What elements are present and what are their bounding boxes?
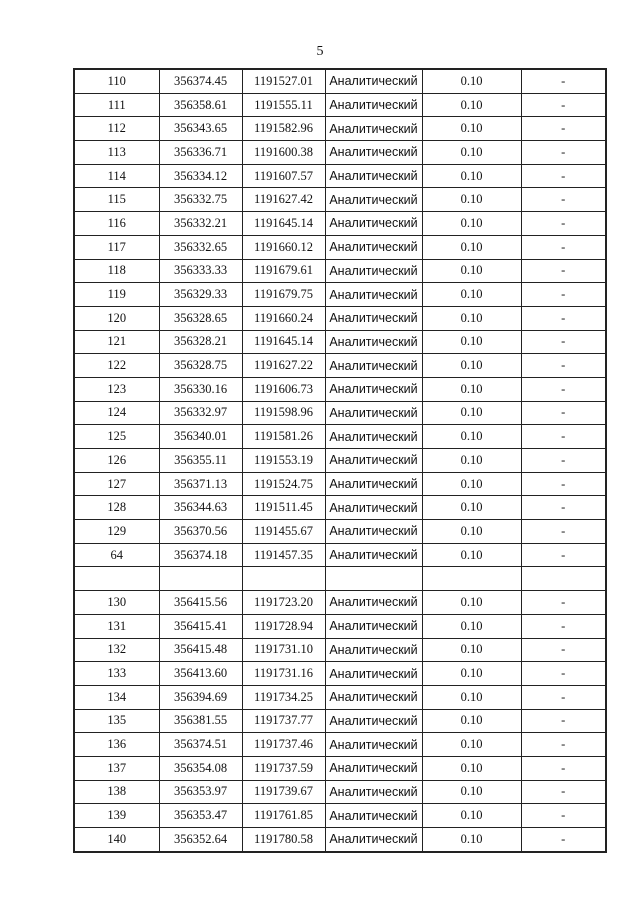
y-coordinate-cell: 1191660.12 [242,235,325,259]
accuracy-cell: 0.10 [422,543,521,567]
accuracy-cell: 0.10 [422,401,521,425]
y-coordinate-cell: 1191737.46 [242,733,325,757]
table-row [74,756,606,780]
y-coordinate-cell: 1191457.35 [242,543,325,567]
method-cell: Аналитический [325,212,422,236]
method-cell: Аналитический [325,756,422,780]
note-cell: - [521,283,606,307]
y-coordinate-cell: 1191606.73 [242,377,325,401]
method-cell: Аналитический [325,330,422,354]
x-coordinate-cell: 356334.12 [159,164,242,188]
accuracy-cell: 0.10 [422,638,521,662]
note-cell: - [521,828,606,852]
accuracy-cell: 0.10 [422,330,521,354]
accuracy-cell: 0.10 [422,591,521,615]
x-coordinate-cell: 356355.11 [159,449,242,473]
accuracy-cell: 0.10 [422,756,521,780]
note-cell: - [521,804,606,828]
x-coordinate-cell: 356328.21 [159,330,242,354]
x-coordinate-cell: 356344.63 [159,496,242,520]
method-cell: Аналитический [325,638,422,662]
coordinates-table [73,68,607,853]
y-coordinate-cell: 1191731.16 [242,662,325,686]
point-number-cell: 137 [74,756,159,780]
note-cell: - [521,188,606,212]
point-number-cell: 117 [74,235,159,259]
note-cell: - [521,685,606,709]
y-coordinate-cell: 1191455.67 [242,520,325,544]
method-cell: Аналитический [325,69,422,93]
x-coordinate-cell: 356381.55 [159,709,242,733]
note-cell: - [521,330,606,354]
x-coordinate-cell: 356340.01 [159,425,242,449]
x-coordinate-cell: 356343.65 [159,117,242,141]
point-number-cell: 118 [74,259,159,283]
accuracy-cell: 0.10 [422,709,521,733]
x-coordinate-cell: 356394.69 [159,685,242,709]
y-coordinate-cell: 1191679.61 [242,259,325,283]
table-row [74,212,606,236]
table-row [74,733,606,757]
y-coordinate-cell: 1191555.11 [242,93,325,117]
note-cell: - [521,212,606,236]
y-coordinate-cell: 1191600.38 [242,141,325,165]
point-number-cell: 140 [74,828,159,852]
accuracy-cell: 0.10 [422,117,521,141]
method-cell: Аналитический [325,354,422,378]
x-coordinate-cell: 356353.97 [159,780,242,804]
y-coordinate-cell: 1191761.85 [242,804,325,828]
point-number-cell: 119 [74,283,159,307]
method-cell: Аналитический [325,709,422,733]
x-coordinate-cell: 356333.33 [159,259,242,283]
note-cell: - [521,614,606,638]
method-cell: Аналитический [325,283,422,307]
accuracy-cell: 0.10 [422,614,521,638]
method-cell: Аналитический [325,425,422,449]
accuracy-cell: 0.10 [422,780,521,804]
accuracy-cell: 0.10 [422,164,521,188]
accuracy-cell: 0.10 [422,662,521,686]
x-coordinate-cell: 356415.48 [159,638,242,662]
method-cell: Аналитический [325,685,422,709]
y-coordinate-cell: 1191723.20 [242,591,325,615]
table-row [74,117,606,141]
point-number-cell: 123 [74,377,159,401]
x-coordinate-cell: 356358.61 [159,93,242,117]
table-row [74,283,606,307]
point-number-cell: 121 [74,330,159,354]
note-cell: - [521,377,606,401]
table-row [74,93,606,117]
point-number-cell: 133 [74,662,159,686]
table-row [74,567,606,591]
x-coordinate-cell: 356332.21 [159,212,242,236]
table-row [74,662,606,686]
point-number-cell: 125 [74,425,159,449]
point-number-cell: 136 [74,733,159,757]
point-number-cell: 127 [74,472,159,496]
method-cell: Аналитический [325,306,422,330]
point-number-cell: 110 [74,69,159,93]
method-cell: Аналитический [325,828,422,852]
note-cell: - [521,543,606,567]
method-cell: Аналитический [325,235,422,259]
accuracy-cell: 0.10 [422,804,521,828]
table-row [74,804,606,828]
table-row [74,638,606,662]
method-cell: Аналитический [325,733,422,757]
x-coordinate-cell: 356328.65 [159,306,242,330]
method-cell: Аналитический [325,449,422,473]
y-coordinate-cell: 1191737.77 [242,709,325,733]
point-number-cell: 114 [74,164,159,188]
accuracy-cell [422,567,521,591]
table-row [74,188,606,212]
method-cell: Аналитический [325,259,422,283]
y-coordinate-cell: 1191582.96 [242,117,325,141]
point-number-cell: 139 [74,804,159,828]
point-number-cell: 115 [74,188,159,212]
accuracy-cell: 0.10 [422,306,521,330]
y-coordinate-cell: 1191527.01 [242,69,325,93]
x-coordinate-cell: 356352.64 [159,828,242,852]
method-cell: Аналитический [325,472,422,496]
point-number-cell: 124 [74,401,159,425]
y-coordinate-cell: 1191731.10 [242,638,325,662]
table-row [74,828,606,852]
method-cell: Аналитический [325,117,422,141]
y-coordinate-cell: 1191645.14 [242,330,325,354]
x-coordinate-cell: 356415.56 [159,591,242,615]
note-cell: - [521,780,606,804]
note-cell: - [521,496,606,520]
accuracy-cell: 0.10 [422,733,521,757]
x-coordinate-cell: 356332.65 [159,235,242,259]
table-row [74,259,606,283]
note-cell: - [521,93,606,117]
table-row [74,496,606,520]
accuracy-cell: 0.10 [422,259,521,283]
x-coordinate-cell: 356328.75 [159,354,242,378]
table-row [74,306,606,330]
accuracy-cell: 0.10 [422,449,521,473]
y-coordinate-cell: 1191553.19 [242,449,325,473]
method-cell: Аналитический [325,141,422,165]
table-row [74,449,606,473]
note-cell: - [521,401,606,425]
point-number-cell: 135 [74,709,159,733]
table-row [74,330,606,354]
x-coordinate-cell: 356374.45 [159,69,242,93]
method-cell: Аналитический [325,93,422,117]
note-cell: - [521,354,606,378]
table-row [74,141,606,165]
y-coordinate-cell: 1191739.67 [242,780,325,804]
method-cell: Аналитический [325,804,422,828]
note-cell: - [521,425,606,449]
accuracy-cell: 0.10 [422,685,521,709]
y-coordinate-cell: 1191598.96 [242,401,325,425]
note-cell: - [521,662,606,686]
accuracy-cell: 0.10 [422,141,521,165]
point-number-cell: 134 [74,685,159,709]
table-row [74,425,606,449]
table-row [74,591,606,615]
x-coordinate-cell: 356336.71 [159,141,242,165]
accuracy-cell: 0.10 [422,69,521,93]
note-cell: - [521,449,606,473]
y-coordinate-cell: 1191524.75 [242,472,325,496]
method-cell [325,567,422,591]
x-coordinate-cell: 356374.51 [159,733,242,757]
y-coordinate-cell: 1191679.75 [242,283,325,307]
y-coordinate-cell: 1191581.26 [242,425,325,449]
method-cell: Аналитический [325,164,422,188]
point-number-cell: 138 [74,780,159,804]
x-coordinate-cell: 356415.41 [159,614,242,638]
y-coordinate-cell [242,567,325,591]
accuracy-cell: 0.10 [422,496,521,520]
y-coordinate-cell: 1191627.22 [242,354,325,378]
table-row [74,164,606,188]
method-cell: Аналитический [325,496,422,520]
y-coordinate-cell: 1191627.42 [242,188,325,212]
accuracy-cell: 0.10 [422,472,521,496]
x-coordinate-cell: 356413.60 [159,662,242,686]
note-cell: - [521,235,606,259]
x-coordinate-cell: 356332.75 [159,188,242,212]
point-number-cell: 128 [74,496,159,520]
y-coordinate-cell: 1191660.24 [242,306,325,330]
coordinates-table-body [74,69,606,852]
y-coordinate-cell: 1191734.25 [242,685,325,709]
note-cell: - [521,69,606,93]
accuracy-cell: 0.10 [422,283,521,307]
table-row [74,709,606,733]
point-number-cell: 116 [74,212,159,236]
point-number-cell: 130 [74,591,159,615]
note-cell: - [521,141,606,165]
x-coordinate-cell: 356330.16 [159,377,242,401]
point-number-cell: 126 [74,449,159,473]
table-row [74,685,606,709]
x-coordinate-cell: 356371.13 [159,472,242,496]
point-number-cell [74,567,159,591]
table-row [74,69,606,93]
accuracy-cell: 0.10 [422,377,521,401]
table-row [74,520,606,544]
table-row [74,614,606,638]
point-number-cell: 131 [74,614,159,638]
method-cell: Аналитический [325,188,422,212]
accuracy-cell: 0.10 [422,212,521,236]
note-cell [521,567,606,591]
accuracy-cell: 0.10 [422,425,521,449]
page-number: 5 [316,44,324,59]
y-coordinate-cell: 1191780.58 [242,828,325,852]
method-cell: Аналитический [325,614,422,638]
x-coordinate-cell: 356329.33 [159,283,242,307]
note-cell: - [521,117,606,141]
note-cell: - [521,306,606,330]
method-cell: Аналитический [325,780,422,804]
y-coordinate-cell: 1191737.59 [242,756,325,780]
point-number-cell: 132 [74,638,159,662]
point-number-cell: 111 [74,93,159,117]
x-coordinate-cell: 356353.47 [159,804,242,828]
table-row [74,354,606,378]
note-cell: - [521,520,606,544]
method-cell: Аналитический [325,591,422,615]
table-row [74,543,606,567]
accuracy-cell: 0.10 [422,235,521,259]
table-row [74,377,606,401]
note-cell: - [521,709,606,733]
point-number-cell: 129 [74,520,159,544]
point-number-cell: 122 [74,354,159,378]
y-coordinate-cell: 1191607.57 [242,164,325,188]
method-cell: Аналитический [325,377,422,401]
table-row [74,401,606,425]
method-cell: Аналитический [325,401,422,425]
note-cell: - [521,164,606,188]
x-coordinate-cell: 356374.18 [159,543,242,567]
accuracy-cell: 0.10 [422,520,521,544]
table-row [74,472,606,496]
point-number-cell: 113 [74,141,159,165]
table-row [74,780,606,804]
method-cell: Аналитический [325,543,422,567]
note-cell: - [521,591,606,615]
y-coordinate-cell: 1191645.14 [242,212,325,236]
note-cell: - [521,733,606,757]
accuracy-cell: 0.10 [422,188,521,212]
point-number-cell: 64 [74,543,159,567]
accuracy-cell: 0.10 [422,828,521,852]
accuracy-cell: 0.10 [422,93,521,117]
point-number-cell: 120 [74,306,159,330]
x-coordinate-cell [159,567,242,591]
method-cell: Аналитический [325,520,422,544]
note-cell: - [521,638,606,662]
method-cell: Аналитический [325,662,422,686]
table-row [74,235,606,259]
y-coordinate-cell: 1191511.45 [242,496,325,520]
note-cell: - [521,756,606,780]
x-coordinate-cell: 356370.56 [159,520,242,544]
x-coordinate-cell: 356332.97 [159,401,242,425]
point-number-cell: 112 [74,117,159,141]
accuracy-cell: 0.10 [422,354,521,378]
y-coordinate-cell: 1191728.94 [242,614,325,638]
note-cell: - [521,259,606,283]
x-coordinate-cell: 356354.08 [159,756,242,780]
note-cell: - [521,472,606,496]
